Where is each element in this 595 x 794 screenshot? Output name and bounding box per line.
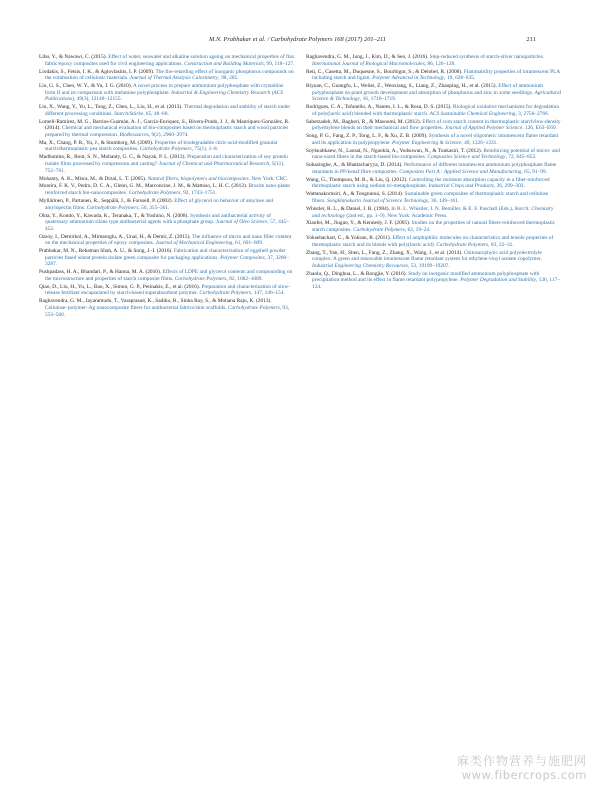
reference-authors: Subasinghe, A., & Bhattacharyya, D. (2014). [306,162,404,169]
reference-authors: Libo, Y., & Nawawi, C. (2015). [39,54,109,60]
reference-authors: Rodrigues, C. A., Tofanello, A., Nantes, I. L., & Rosa, D. S. (2015). [306,104,454,111]
reference-title-link[interactable]: Effect of glycerol on behavior of amylose and amylopectin films. [45,197,274,211]
reference-volume-pages[interactable]: , 92, 1743–1751. [180,190,217,197]
reference-title-link[interactable]: Studies on the properties of natural fibers-reinforced thermoplastic starch composites. [312,220,556,234]
reference-source-link[interactable]: Polymer Advanced in Technology [372,75,445,82]
reference-source-link[interactable]: Journal of Oleo Science [215,219,268,226]
reference-entry [39,269,295,282]
reference-authors: Ozsoy, I., Demirkol, A., Mimaroglu, A., Unal, H., & Demir, Z. (2015). [39,233,192,240]
reference-authors: Ma, X., Chang, P. R., Yu, J., & Stumborg, M. (2009). [39,139,155,146]
watermark [457,754,587,782]
reference-title-link[interactable]: Performance of different intumescent ammonium polyphosphate flame retardants in PP/kenaf fibre composites. [312,162,557,175]
reference-authors: Qiao, D., Liu, H., Yu, L., Bao, X., Simon, G. P., Petinakis, E., et al. (2016). [39,283,202,290]
reference-source-link[interactable]: Journal of Chemical and Pharmaceutical Research [158,160,270,167]
reference-entry [306,250,562,270]
reference-volume-pages[interactable]: , 75(1), 1–8. [191,146,219,153]
reference-entry [306,235,562,248]
watermark-chinese-text: 麻类作物营养与施肥网 [456,754,587,768]
reference-source-link[interactable]: Carbohydrate Polymers [128,190,181,197]
reference-source-link[interactable]: Industrial Engineering Chemistry Recourses [312,262,408,269]
reference-title-link[interactable]: Biological oxidative mechanisms for degradation of poly(lactic acid) blended with thermoplastic starch. [312,104,560,117]
reference-title-link[interactable]: Brucite nano-plates reinforced starch bio-nanocomposites. [45,183,291,197]
reference-authors: Myllärinen, P., Partanen, R., Seppälä, J., & Forssell, P. (2002). [39,197,175,204]
reference-source-link[interactable]: Carbohydrate Polymers [174,275,227,282]
reference-authors: Mohanty, A. K., Misra, M., & Drzal, L. T. (2005). [39,175,148,182]
reference-title-link[interactable]: Controlling the moisture absorption capacity in a fiber-reinforced thermoplastic starch using sodium tri-metaphosphate. [312,176,550,190]
watermark-url: www.fibercrops.com [461,768,587,782]
reference-title-link[interactable]: Cellulose–polymer–Ag nanocomposite fibers for antibacterial fabrics/skin scaffolds. [45,304,228,311]
reference-volume-pages[interactable]: , 36, 299–303. [493,183,525,190]
reference-volume-pages[interactable]: , 3, 2756–2766. [515,110,550,117]
reference-source-link[interactable]: Natural fibers, biopolymers and biocomposites [147,175,249,182]
reference-authors: Xiaofei, M., Jiugao, Y., & Kennedy, J. F. (2005). [306,220,412,227]
reference-entry [306,206,562,219]
reference-entry [39,284,295,297]
reference-volume-pages[interactable]: , 86, 126–128. [424,60,456,67]
reference-authors: Reti, C., Casetta, M., Duquesne, S., Bourbigot, S., & Delobel, R. (2008). [306,68,464,75]
reference-authors: Whistler, R. L., & Daniel, J. R. (1984). [306,205,392,212]
reference-title-link[interactable]: In R. L. Whistler, J. N. Bemiller, & E. F. Paschall (Eds.), [391,205,515,212]
reference-entry [39,183,295,196]
reference-authors: Wattanakornsiri, A., & Tongnunui, S. (2014). [306,191,405,198]
reference-title-link[interactable]: Synthesis and antibacterial activity of quaternary ammonium silane type antibacterial agents with a phosphate group. [45,212,271,226]
reference-source-link[interactable]: Industrial Crops and Products [428,183,494,190]
reference-title-link[interactable]: Effect of water, seawater and alkaline solution ageing on mechanical properties of flax fabric/epoxy composites used for civil engineering applications. [45,54,295,67]
reference-entry [39,140,295,153]
reference-entry [306,177,562,190]
reference-authors: Song, P. G., Fang, Z. P., Tong, L. F., & Xu, Z. B. (2009). [306,133,429,140]
reference-title-link[interactable]: Effect of corn starch content in thermoplastic starch/low-density polyethylene blends on their mechanical and flow properties. [312,118,561,132]
reference-title-link[interactable]: Chemical and mechanical evaluation of bio-composites based on thermoplastic starch and wood particles prepared by thermal compression. [45,125,289,138]
reference-volume-pages[interactable]: , 65, 91–99. [521,168,547,175]
reference-volume-pages[interactable]: . New York: CRC. [248,175,289,182]
reference-source-link[interactable]: Composites Part A : Applied Science and Manufacturing [399,168,522,175]
reference-entry [306,54,562,67]
reference-authors: Moreira, F. K. V., Pedro, D. C. A., Glenn, G. M., Marconcine, J. M., & Mattoso, L. H. C. (2013). [39,183,249,190]
reference-entry [39,69,295,82]
reference-title-link[interactable]: Thermal degradation and stability of starch under different processing conditions. [45,104,291,117]
reference-volume-pages[interactable]: , 126, 117–124. [312,277,560,290]
reference-source-link[interactable]: Carbohydrate Polymers [436,241,489,248]
reference-authors: Liu, X., Wang, Y., Yu, L., Tong, Z., Chen, L., Liu, H., et al. (2013). [39,104,184,111]
reference-entry [39,213,295,233]
reference-volume-pages[interactable]: , 53, 19199–19207. [408,262,450,269]
reference-entry [306,69,562,82]
reference-source-link[interactable]: Carbohydrate Polymers [139,146,192,153]
reference-entry [39,198,295,211]
reference-volume-pages[interactable]: , 61, 601–609. [232,240,264,247]
reference-entry [306,119,562,132]
reference-volume-pages[interactable]: , 126, E63–E69. [522,125,558,132]
reference-volume-pages[interactable]: , 147, 146–154. [251,290,285,297]
reference-source-link[interactable]: Polymer Degradation and Stability [460,277,536,284]
running-head [0,36,595,48]
reference-entry [39,83,295,103]
reference-title-link[interactable]: Flammability properties of intumescent PLA including starch and lignin. [312,68,560,82]
reference-source-link[interactable]: Journal of Mechanical Engineering [155,240,233,247]
reference-authors: Yoksehachart, C., & Yoksan, R. (2011). [306,234,393,241]
reference-entry [306,191,562,204]
reference-source-link[interactable]: Songklanakarin Journal of Science Technology [326,197,429,204]
reference-volume-pages[interactable]: , 50, 355–361. [138,204,170,211]
reference-volume-pages[interactable]: , 36, 149–161. [428,197,460,204]
reference-authors: Lomelí-Ramírez, M. G., Barrios-Guzmán, A. J., García-Enriquez, S., Rivera-Prado, J. J., & Manriquez-González, R. (2014). [39,118,290,132]
reference-entry [39,154,295,174]
reference-title-link[interactable]: Synthesis of a novel oligomeric intumescent flame retardant and its application in polypropylene. [312,133,559,146]
reference-entry [306,148,562,161]
reference-entry [39,176,295,183]
reference-authors: Raghavendra, G. M., Jayaramudu, T., Varaprasad, K., Sadiku, R., Sinha Ray, S., & Mohana Raju, K. (2013). [39,298,272,305]
reference-volume-pages[interactable]: , 72, 845–852. [505,154,537,161]
reference-volume-pages[interactable]: (2nd ed., pp. 1–9). New York: Academic Press. [345,212,448,219]
reference-authors: Riyuan, C., Guangfu, L., Weilei, Z., Wenxiang, S., Liang, Z., Zhaoping, H., et al. (2015). [306,83,499,90]
reference-authors: Zhaolu, Q., Dinghua, L., & Rongjie, Y. (2016). [306,270,409,277]
reference-title-link[interactable]: Fabrication and characterization of eggshell powder particles fused wheat protein isolate green composite for packaging applications. [45,248,286,261]
reference-source-link[interactable]: Polymer Engineering & Science [392,139,462,146]
reference-volume-pages[interactable]: , 5(11), 752–761. [45,160,285,174]
reference-authors: Prabhakar, M. N., Rehaman Shah, A. U., & Song, J.-I. (2016). [39,248,174,255]
reference-title-link[interactable]: Step-reduced synthesis of starch-silver nanoparticles. [429,54,545,60]
reference-source-link[interactable]: BioResources [119,131,149,138]
reference-title-link[interactable]: A novel process to prepare ammonium polyphosphate with crystalline form II and its comparison with melamine polyphosphate. [45,83,284,96]
reference-source-link[interactable]: Industrial & Engineering Chemistry Research (ACS Publications) [45,89,284,103]
journal-running-title: M.N. Prabhakar et al. / Carbohydrate Polymers 168 (2017) 201–211 [209,36,386,43]
reference-title-link[interactable]: Effects of LDPE and glycerol contents and compounding on the microstructure and properties of starch composite films. [45,269,293,282]
reference-authors: Liu, G. S., Chen, W. Y., & Yu, J. G. (2010). [39,83,134,90]
reference-source-link[interactable]: International Journal of Biological Macromolecules [312,60,425,67]
reference-title-link[interactable]: Preparation and characterization of slow-release fertilizer encapsulated by starch-based superabsorbent polymer. [45,283,291,297]
reference-authors: Sabetzadeh, M., Bagheri, R., & Masoomi, M. (2012). [306,118,423,125]
reference-volume-pages[interactable]: , 16, 1716–1719. [359,96,397,103]
reference-entry [306,271,562,291]
reference-volume-pages[interactable]: , 93, 553–560. [45,304,290,318]
reference-title-link[interactable]: The influence of micro and nano filler content on the mechanical properties of epoxy composites. [45,233,292,247]
references-right-column [306,54,562,292]
reference-entry [39,104,295,117]
reference-title-link[interactable]: Preparation and characterization of soy protein isolate films processed by compression and casting? [45,154,288,167]
reference-entry [306,133,562,146]
reference-source-link[interactable]: Journal of Thermal Analysis Calorimetry [129,75,219,82]
reference-volume-pages[interactable]: , 83, 22–31. [488,241,514,248]
reference-title-link[interactable]: Properties of biodegradable citric-acid-modified granular starch/thermoplastic pea starch composites. [45,139,278,153]
reference-title-link[interactable]: Study on inorganic modified ammonium polyphosphate with precipitation method and its effect in flame retardant polypropylene. [312,270,540,284]
reference-title-link[interactable]: Chitosan/phytic acid polyelectrolyte complex: A green and renewable intumescent flame retardant system for ethylene-vinyl acetate copolymer. [312,249,542,263]
reference-authors: Wang, G., Thompson, M. R., & Liu, Q. (2012). [306,176,409,183]
reference-title-link[interactable]: Effect of ammonium polyphosphate on plant growth development and absorption of phosphorus and zinc in some seedlings. [312,83,543,96]
reference-authors: Pushpadass, H. A., Bhandari, P., & Hanna, M. A. (2010). [39,269,163,276]
reference-title-link[interactable]: The fire-retarding effect of inorganic phosphorus compounds on the combustion of cellulosic materials. [45,68,294,82]
reference-authors: Liodakis, S., Fetsis, I. K., & Agiovlasitis, I. P. (2009). [39,68,156,75]
reference-authors: Ohta, Y., Kondo, Y., Kawada, K., Teranaka, T., & Yoshino, N. (2008). [39,212,191,219]
reference-entry [306,220,562,233]
reference-source-link[interactable]: Carbohydrate Polymers [86,204,139,211]
reference-entry [39,248,295,268]
reference-source-link[interactable]: Composites Science and Technology [427,154,506,161]
reference-volume-pages[interactable]: , 99, 118–127. [263,60,295,67]
reference-source-link[interactable]: Journal of Applied Polymer Science [444,125,523,132]
reference-authors: Raghavendra, G. M., Jung, J., Kim, D., & Seo, J. (2016). [306,54,430,60]
reference-volume-pages[interactable]: , 62, 19–24. [404,227,431,234]
reference-source-link[interactable]: Carbohydrate Polymers [199,290,252,297]
reference-volume-pages[interactable]: , 37, 3280–3287. [45,254,289,268]
reference-source-link[interactable]: Carbohydrate Polymers [227,304,280,311]
references-left-column [39,54,295,319]
reference-volume-pages[interactable]: , 98, 285. [218,75,239,82]
reference-volume-pages[interactable]: , 9(2), 2960–2974. [148,131,189,138]
reference-entry [39,54,295,67]
reference-authors: Zhang, T., Yan, H., Shen, L., Fang, Z., Zhang, X., Wang, J., et al. (2014). [306,249,464,256]
reference-source-link[interactable]: Starch: Chemistry and technology [312,205,554,219]
reference-source-link[interactable]: ACS Sustainable Chemical Engineering [429,110,516,117]
reference-volume-pages[interactable]: , 19, 628–635. [444,75,476,82]
reference-title-link[interactable]: Sustainable green composites of thermoplastic starch and cellulose fibers. [312,191,549,204]
reference-entry [39,298,295,318]
reference-entry [306,83,562,103]
reference-volume-pages[interactable]: , 49, 1326–1331. [461,139,498,146]
reference-volume-pages[interactable]: , 82, 1082–1089. [226,275,263,282]
reference-volume-pages[interactable]: , 65, 48–60. [143,110,169,117]
reference-entry [306,104,562,117]
reference-title-link[interactable]: Effect of amphiphilic molecules on characteristics and tensile properties of thermoplastic starch and its blends with poly(lactic acid). [312,234,554,248]
reference-volume-pages[interactable]: , 49(3), 12148–12155. [73,96,122,103]
reference-entry [39,234,295,247]
reference-entry [39,119,295,139]
reference-source-link[interactable]: Starch/Stärke [114,110,144,117]
reference-source-link[interactable]: Polymer Composites [220,254,265,261]
page-number: 211 [526,36,536,43]
reference-source-link[interactable]: Agricultural Science & Technology [312,89,562,103]
reference-authors: Soykeabkaew, N., Laosat, N., Ngaokla, A., Yodsuwan, N., & Tunkasiri, T. (2012). [306,147,484,154]
reference-source-link[interactable]: Carbohydrate Polymers [353,227,405,234]
reference-entry [306,162,562,175]
reference-title-link[interactable]: Reinforcing potential of micro- and nano-sized fibers in the starch-based bio-composites. [312,147,560,161]
reference-source-link[interactable]: Construction and Building Materials [184,60,264,67]
reference-volume-pages[interactable]: , 57, 445–452. [45,219,289,232]
reference-authors: Madhumita, R., Rout, S. N., Mohanty, G. C., & Nayak, P. L. (2013). [39,154,188,161]
